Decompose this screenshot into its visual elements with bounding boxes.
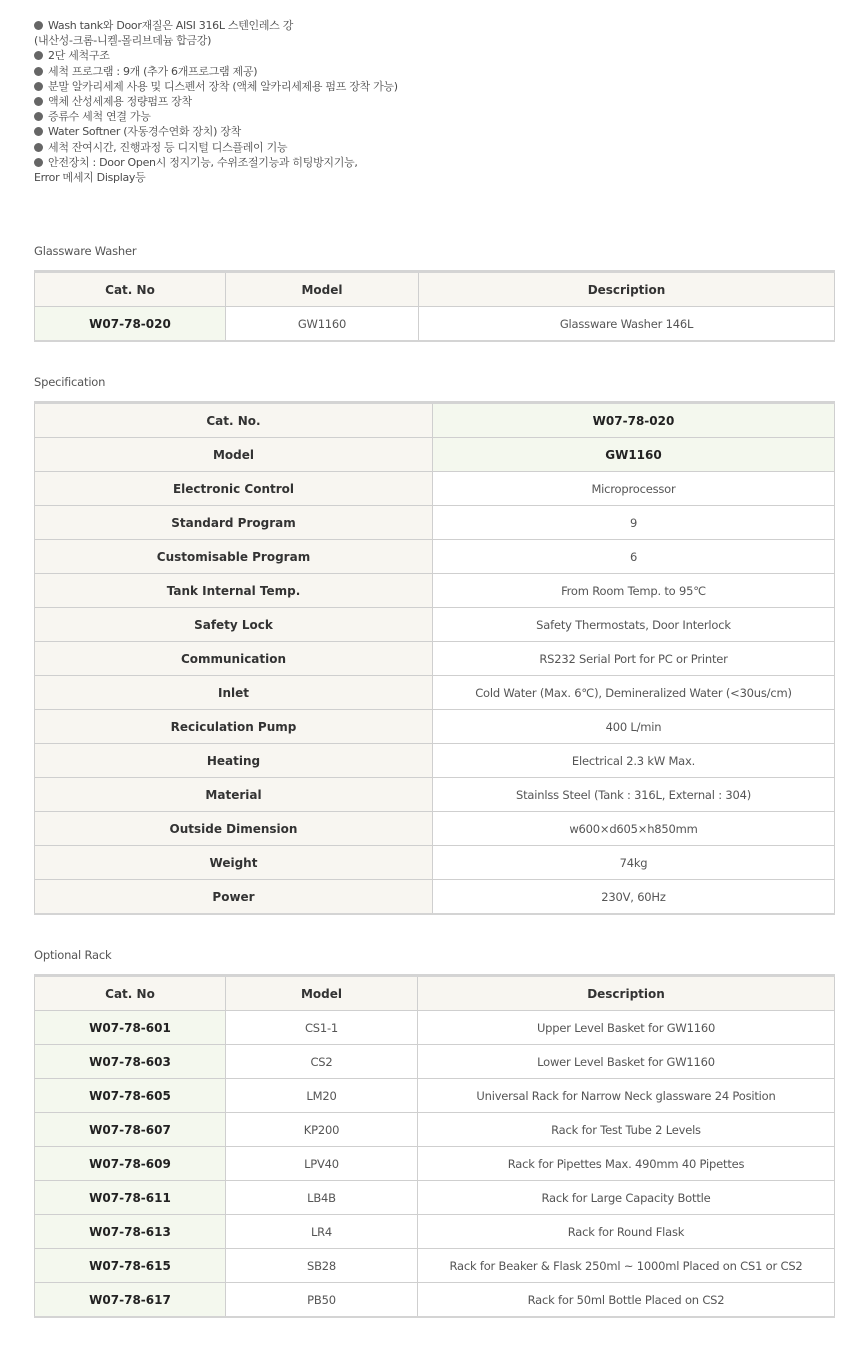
spec-value: 9 [433, 506, 835, 540]
feature-item: Water Softner (자동경수연화 장치) 장착 [34, 124, 834, 139]
column-header: Description [418, 976, 835, 1011]
spec-label: Communication [35, 642, 433, 676]
model-cell: GW1160 [226, 307, 419, 342]
spec-value: 230V, 60Hz [433, 880, 835, 915]
feature-item: Wash tank와 Door재질은 AISI 316L 스텐인레스 강 [34, 18, 834, 33]
feature-item: (내산성-크롬-니켈-몰리브데늄 합금강) [34, 34, 212, 48]
spec-value: From Room Temp. to 95℃ [433, 574, 835, 608]
spec-row [35, 506, 835, 540]
description-cell: Lower Level Basket for GW1160 [418, 1045, 835, 1079]
description-cell: Rack for Beaker & Flask 250ml ~ 1000ml Placed on CS1 or CS2 [418, 1249, 835, 1283]
bullet-icon [34, 97, 43, 106]
spec-value: Safety Thermostats, Door Interlock [433, 608, 835, 642]
bullet-icon [34, 127, 43, 136]
spec-value: 6 [433, 540, 835, 574]
spec-model-row [35, 438, 835, 472]
cat-no-cell: W07-78-607 [35, 1113, 226, 1147]
feature-item: Error 메세지 Display등 [34, 171, 146, 185]
table-row [35, 1011, 835, 1045]
table-row [35, 1079, 835, 1113]
specification-table [34, 401, 835, 915]
cat-no-cell: W07-78-609 [35, 1147, 226, 1181]
spec-row [35, 540, 835, 574]
description-cell: Upper Level Basket for GW1160 [418, 1011, 835, 1045]
column-header: Description [419, 272, 835, 307]
model-cell: SB28 [226, 1249, 418, 1283]
spec-row [35, 880, 835, 915]
column-header: Model [226, 976, 418, 1011]
feature-item: 세척 잔여시간, 진행과정 등 디지털 디스플레이 기능 [34, 140, 834, 155]
feature-item: 세척 프로그램 : 9개 (추가 6개프로그램 제공) [34, 64, 834, 79]
model-cell: CS2 [226, 1045, 418, 1079]
model-cell: LB4B [226, 1181, 418, 1215]
table-row [35, 1215, 835, 1249]
feature-item: 액체 산성세제용 정량펌프 장착 [34, 94, 834, 109]
description-cell: Rack for Large Capacity Bottle [418, 1181, 835, 1215]
spec-label: Cat. No. [35, 403, 433, 438]
model-cell: LR4 [226, 1215, 418, 1249]
spec-value: 74kg [433, 846, 835, 880]
table-row [35, 1147, 835, 1181]
spec-label: Power [35, 880, 433, 915]
column-header: Cat. No [35, 272, 226, 307]
spec-row [35, 676, 835, 710]
spec-row [35, 608, 835, 642]
spec-value: Microprocessor [433, 472, 835, 506]
spec-label: Model [35, 438, 433, 472]
bullet-icon [34, 158, 43, 167]
cat-no-cell: W07-78-615 [35, 1249, 226, 1283]
feature-item: 분말 알카리세제 사용 및 디스펜서 장착 (액체 알카리세제용 펌프 장착 가능) [34, 79, 834, 94]
spec-label: Standard Program [35, 506, 433, 540]
table-row [35, 1045, 835, 1079]
cat-no-cell: W07-78-605 [35, 1079, 226, 1113]
column-header: Model [226, 272, 419, 307]
spec-row [35, 846, 835, 880]
spec-label: Reciculation Pump [35, 710, 433, 744]
spec-label: Material [35, 778, 433, 812]
description-cell: Universal Rack for Narrow Neck glassware 24 Position [418, 1079, 835, 1113]
feature-item: 증류수 세척 연결 가능 [34, 109, 834, 124]
description-cell: Rack for 50ml Bottle Placed on CS2 [418, 1283, 835, 1318]
bullet-icon [34, 67, 43, 76]
optional-rack-table [34, 974, 835, 1318]
spec-label: Electronic Control [35, 472, 433, 506]
spec-row [35, 744, 835, 778]
bullet-icon [34, 82, 43, 91]
optional-rack-section-title: Optional Rack [34, 948, 112, 962]
cat-no-cell: W07-78-613 [35, 1215, 226, 1249]
spec-row [35, 574, 835, 608]
spec-row [35, 710, 835, 744]
feature-item: 2단 세척구조 [34, 48, 834, 63]
spec-row [35, 642, 835, 676]
column-header: Cat. No [35, 976, 226, 1011]
table-row [35, 1249, 835, 1283]
glassware-section-title: Glassware Washer [34, 244, 137, 258]
spec-value: Cold Water (Max. 6℃), Demineralized Water (<30us/cm) [433, 676, 835, 710]
feature-item: 안전장치 : Door Open시 정지기능, 수위조절기능과 히팅방지기능, [34, 155, 834, 170]
spec-value: GW1160 [433, 438, 835, 472]
spec-label: Heating [35, 744, 433, 778]
cat-no-cell: W07-78-611 [35, 1181, 226, 1215]
model-cell: PB50 [226, 1283, 418, 1318]
spec-row [35, 472, 835, 506]
spec-value: Stainlss Steel (Tank : 316L, External : 304) [433, 778, 835, 812]
spec-row [35, 812, 835, 846]
spec-value: W07-78-020 [433, 403, 835, 438]
description-cell: Rack for Round Flask [418, 1215, 835, 1249]
spec-label: Inlet [35, 676, 433, 710]
bullet-icon [34, 21, 43, 30]
description-cell: Glassware Washer 146L [419, 307, 835, 342]
feature-list [34, 18, 834, 185]
model-cell: LPV40 [226, 1147, 418, 1181]
spec-value: w600×d605×h850mm [433, 812, 835, 846]
table-header-row [35, 976, 835, 1011]
table-row [35, 307, 835, 342]
cat-no-cell: W07-78-617 [35, 1283, 226, 1318]
glassware-table [34, 270, 835, 342]
description-cell: Rack for Test Tube 2 Levels [418, 1113, 835, 1147]
model-cell: KP200 [226, 1113, 418, 1147]
table-row [35, 1181, 835, 1215]
model-cell: CS1-1 [226, 1011, 418, 1045]
table-row [35, 1113, 835, 1147]
cat-no-cell: W07-78-603 [35, 1045, 226, 1079]
spec-label: Tank Internal Temp. [35, 574, 433, 608]
cat-no-cell: W07-78-601 [35, 1011, 226, 1045]
spec-row [35, 778, 835, 812]
bullet-icon [34, 143, 43, 152]
spec-value: 400 L/min [433, 710, 835, 744]
model-cell: LM20 [226, 1079, 418, 1113]
spec-value: Electrical 2.3 kW Max. [433, 744, 835, 778]
table-row [35, 1283, 835, 1318]
spec-label: Weight [35, 846, 433, 880]
bullet-icon [34, 51, 43, 60]
spec-label: Outside Dimension [35, 812, 433, 846]
table-header-row [35, 272, 835, 307]
spec-value: RS232 Serial Port for PC or Printer [433, 642, 835, 676]
bullet-icon [34, 112, 43, 121]
spec-label: Customisable Program [35, 540, 433, 574]
spec-label: Safety Lock [35, 608, 433, 642]
spec-header-row [35, 403, 835, 438]
description-cell: Rack for Pipettes Max. 490mm 40 Pipettes [418, 1147, 835, 1181]
specification-section-title: Specification [34, 375, 106, 389]
cat-no-cell: W07-78-020 [35, 307, 226, 342]
